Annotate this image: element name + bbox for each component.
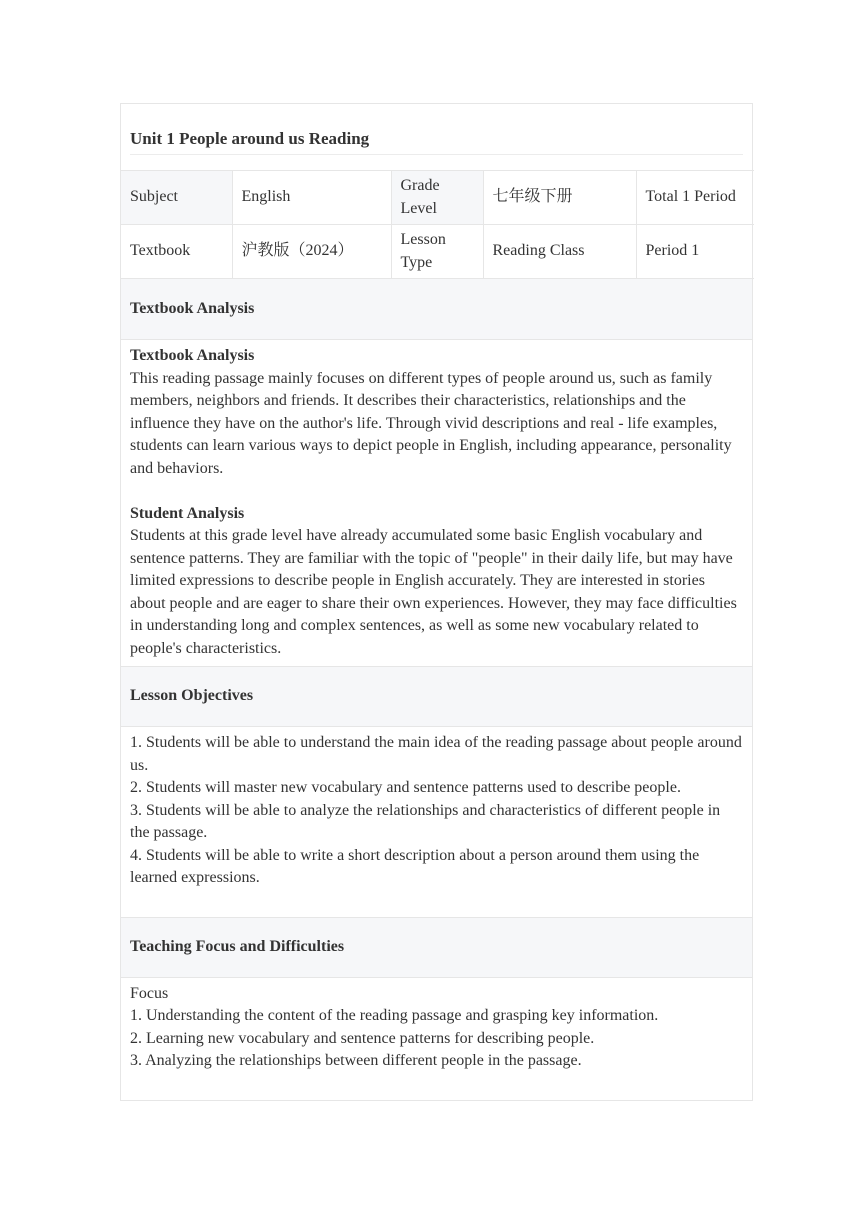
lesson-type-label: Lesson Type: [391, 225, 483, 279]
focus-label: Focus: [130, 984, 169, 1002]
student-analysis-text: Students at this grade level have already accumulated some basic English vocabulary and sentence patterns. They are familiar with the topic of "people" in their daily life, but may have limited expressions to describe people in English accurately. They are interested in stories about people and are eager to share their own experiences. However, they may face difficulties in understanding long and complex sentences, as well as some new vocabulary related to people's characteristics.: [130, 527, 737, 657]
document-title: Unit 1 People around us Reading: [130, 128, 743, 155]
textbook-value: 沪教版（2024）: [232, 225, 391, 279]
objective-item: 2. Students will master new vocabulary and sentence patterns used to describe people.: [130, 779, 681, 796]
subject-value: English: [232, 171, 391, 225]
info-row-textbook: [121, 225, 754, 279]
focus-item: 1. Understanding the content of the reading passage and grasping key information.: [130, 1007, 659, 1024]
period-value: Period 1: [636, 225, 754, 279]
textbook-label: Textbook: [121, 225, 232, 279]
grade-level-label: Grade Level: [391, 171, 483, 225]
textbook-analysis-subtitle: Textbook Analysis: [130, 347, 255, 364]
lesson-objectives-body: [121, 727, 752, 917]
total-period-value: Total 1 Period: [636, 171, 754, 225]
textbook-analysis-text: This reading passage mainly focuses on different types of people around us, such as family members, neighbors and friends. It describes their characteristics, relationships and the influence they have on the author's life. Through vivid descriptions and real - life examples, students can learn various ways to depict people in English, including appearance, personality and behaviors.: [130, 369, 732, 477]
title-block: [121, 104, 752, 170]
objective-item: 3. Students will be able to analyze the relationships and characteristics of different people in the passage.: [130, 801, 721, 841]
lesson-type-value: Reading Class: [483, 225, 636, 279]
grade-level-value: 七年级下册: [483, 171, 636, 225]
focus-difficulties-body: [121, 978, 752, 1100]
objective-item: 4. Students will be able to write a short description about a person around them using the learned expressions.: [130, 846, 700, 886]
lesson-objectives-heading: Lesson Objectives: [121, 666, 752, 727]
focus-difficulties-heading: Teaching Focus and Difficulties: [121, 917, 752, 978]
focus-item: 3. Analyzing the relationships between different people in the passage.: [130, 1052, 582, 1069]
focus-item: 2. Learning new vocabulary and sentence patterns for describing people.: [130, 1029, 595, 1047]
textbook-analysis-body: [121, 340, 752, 666]
lesson-plan-document: [120, 103, 753, 1101]
info-row-subject: [121, 171, 754, 225]
student-analysis-subtitle: Student Analysis: [130, 504, 245, 522]
textbook-analysis-heading: Textbook Analysis: [121, 279, 752, 340]
info-table: [121, 170, 754, 279]
objective-item: 1. Students will be able to understand the main idea of the reading passage about people around us.: [130, 734, 742, 774]
subject-label: Subject: [121, 171, 232, 225]
